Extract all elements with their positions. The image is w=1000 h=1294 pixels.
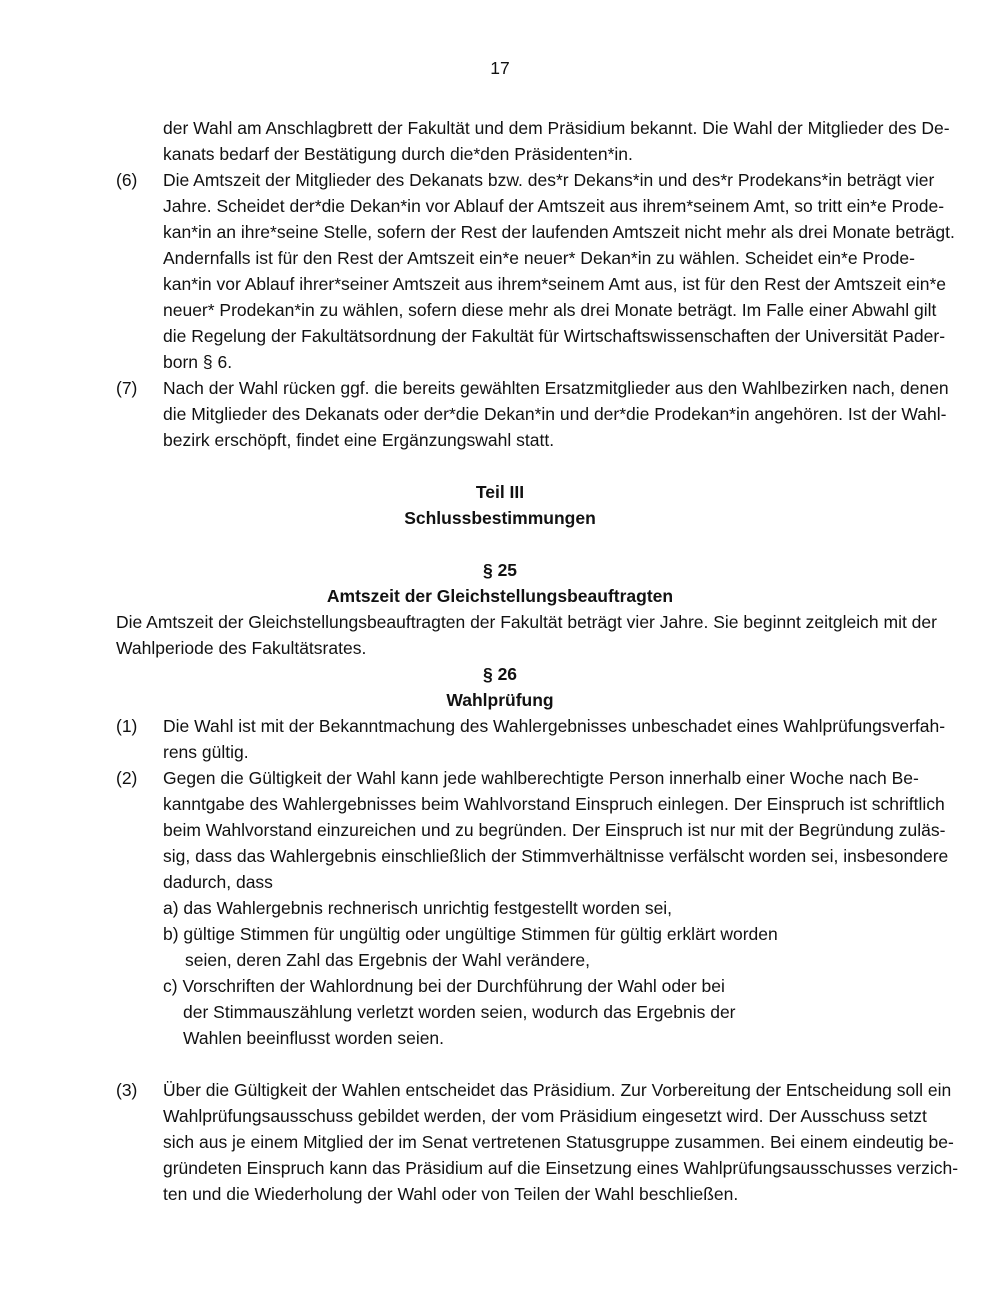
- list-item: a) das Wahlergebnis rechnerisch unrichtig festgestellt worden sei,: [163, 898, 673, 918]
- text-line: die Regelung der Fakultätsordnung der Fakultät für Wirtschaftswissenschaften der Universität Pader-: [163, 326, 946, 346]
- text-line: Wahlprüfungsausschuss gebildet werden, der vom Präsidium eingesetzt wird. Der Ausschuss setzt: [163, 1106, 927, 1126]
- text-line: kanntgabe des Wahlergebnisses beim Wahlvorstand Einspruch einlegen. Der Einspruch ist schriftlich: [163, 794, 945, 814]
- list-item: b) gültige Stimmen für ungültig oder ungültige Stimmen für gültig erklärt worden: [163, 924, 778, 944]
- text-line: Andernfalls ist für den Rest der Amtszeit ein*e neuer* Dekan*in zu wählen. Scheidet ein*e Prode-: [163, 248, 915, 268]
- list-item-continuation: seien, deren Zahl das Ergebnis der Wahl verändere,: [185, 950, 590, 970]
- text-line: Nach der Wahl rücken ggf. die bereits gewählten Ersatzmitglieder aus den Wahlbezirken nach, denen: [163, 378, 949, 398]
- text-line: Die Wahl ist mit der Bekanntmachung des Wahlergebnisses unbeschadet eines Wahlprüfungsverfah-: [163, 716, 946, 736]
- text-line: born § 6.: [163, 352, 233, 372]
- text-line: rens gültig.: [163, 742, 249, 762]
- text-line: neuer* Prodekan*in zu wählen, sofern diese mehr als drei Monate beträgt. Im Falle einer Abwahl gilt: [163, 300, 937, 320]
- text-line: kanats bedarf der Bestätigung durch die*den Präsidenten*in.: [163, 144, 633, 164]
- text-line: Gegen die Gültigkeit der Wahl kann jede wahlberechtigte Person innerhalb einer Woche nach Be-: [163, 768, 919, 788]
- text-line: ten und die Wiederholung der Wahl oder von Teilen der Wahl beschließen.: [163, 1184, 739, 1204]
- list-item-continuation: der Stimmauszählung verletzt worden seien, wodurch das Ergebnis der: [183, 1002, 736, 1022]
- section-label: § 26: [482, 664, 518, 684]
- text-line: sich aus je einem Mitglied der im Senat vertretenen Statusgruppe zusammen. Bei einem eindeutig be-: [163, 1132, 954, 1152]
- text-line: bezirk erschöpft, findet eine Ergänzungswahl statt.: [163, 430, 555, 450]
- part-title: Schlussbestimmungen: [404, 508, 596, 528]
- text-line: Die Amtszeit der Gleichstellungsbeauftragten der Fakultät beträgt vier Jahre. Sie beginnt zeitgleich mit der: [116, 612, 937, 632]
- section-title: Wahlprüfung: [446, 690, 554, 710]
- part-label: Teil III: [475, 482, 525, 502]
- section-label: § 25: [482, 560, 518, 580]
- text-line: kan*in an ihre*seine Stelle, sofern der Rest der laufenden Amtszeit nicht mehr als drei Monate beträgt.: [163, 222, 955, 242]
- page-number: 17: [490, 58, 510, 78]
- text-line: Jahre. Scheidet der*die Dekan*in vor Ablauf der Amtszeit aus ihrem*seinem Amt, so tritt ein*e Prode-: [163, 196, 945, 216]
- text-line: beim Wahlvorstand einzureichen und zu begründen. Der Einspruch ist nur mit der Begründung zuläs-: [163, 820, 946, 840]
- text-line: die Mitglieder des Dekanats oder der*die Dekan*in und der*die Prodekan*in angehören. Ist der Wahl-: [163, 404, 947, 424]
- text-line: Die Amtszeit der Mitglieder des Dekanats bzw. des*r Dekans*in und des*r Prodekans*in beträgt vier: [163, 170, 935, 190]
- text-line: dadurch, dass: [163, 872, 273, 892]
- list-item: c) Vorschriften der Wahlordnung bei der Durchführung der Wahl oder bei: [163, 976, 725, 996]
- paragraph-number: (1): [116, 716, 138, 736]
- text-line: Wahlperiode des Fakultätsrates.: [116, 638, 367, 658]
- list-item-continuation: Wahlen beeinflusst worden seien.: [183, 1028, 445, 1048]
- section-title: Amtszeit der Gleichstellungsbeauftragten: [326, 586, 674, 606]
- paragraph-number: (2): [116, 768, 138, 788]
- text-line: sig, dass das Wahlergebnis einschließlich der Stimmverhältnisse verfälscht worden sei, insbesondere: [163, 846, 949, 866]
- text-line: Über die Gültigkeit der Wahlen entscheidet das Präsidium. Zur Vorbereitung der Entscheidung soll ein: [163, 1080, 952, 1100]
- paragraph-number: (3): [116, 1080, 138, 1100]
- text-line: der Wahl am Anschlagbrett der Fakultät und dem Präsidium bekannt. Die Wahl der Mitglieder des De-: [163, 118, 950, 138]
- text-line: kan*in vor Ablauf ihrer*seiner Amtszeit aus ihrem*seinem Amt aus, ist für den Rest der Amtszeit ein*e: [163, 274, 946, 294]
- paragraph-number: (6): [116, 170, 138, 190]
- paragraph-number: (7): [116, 378, 138, 398]
- text-line: gründeten Einspruch kann das Präsidium auf die Einsetzung eines Wahlprüfungsausschusses verzich-: [163, 1158, 959, 1178]
